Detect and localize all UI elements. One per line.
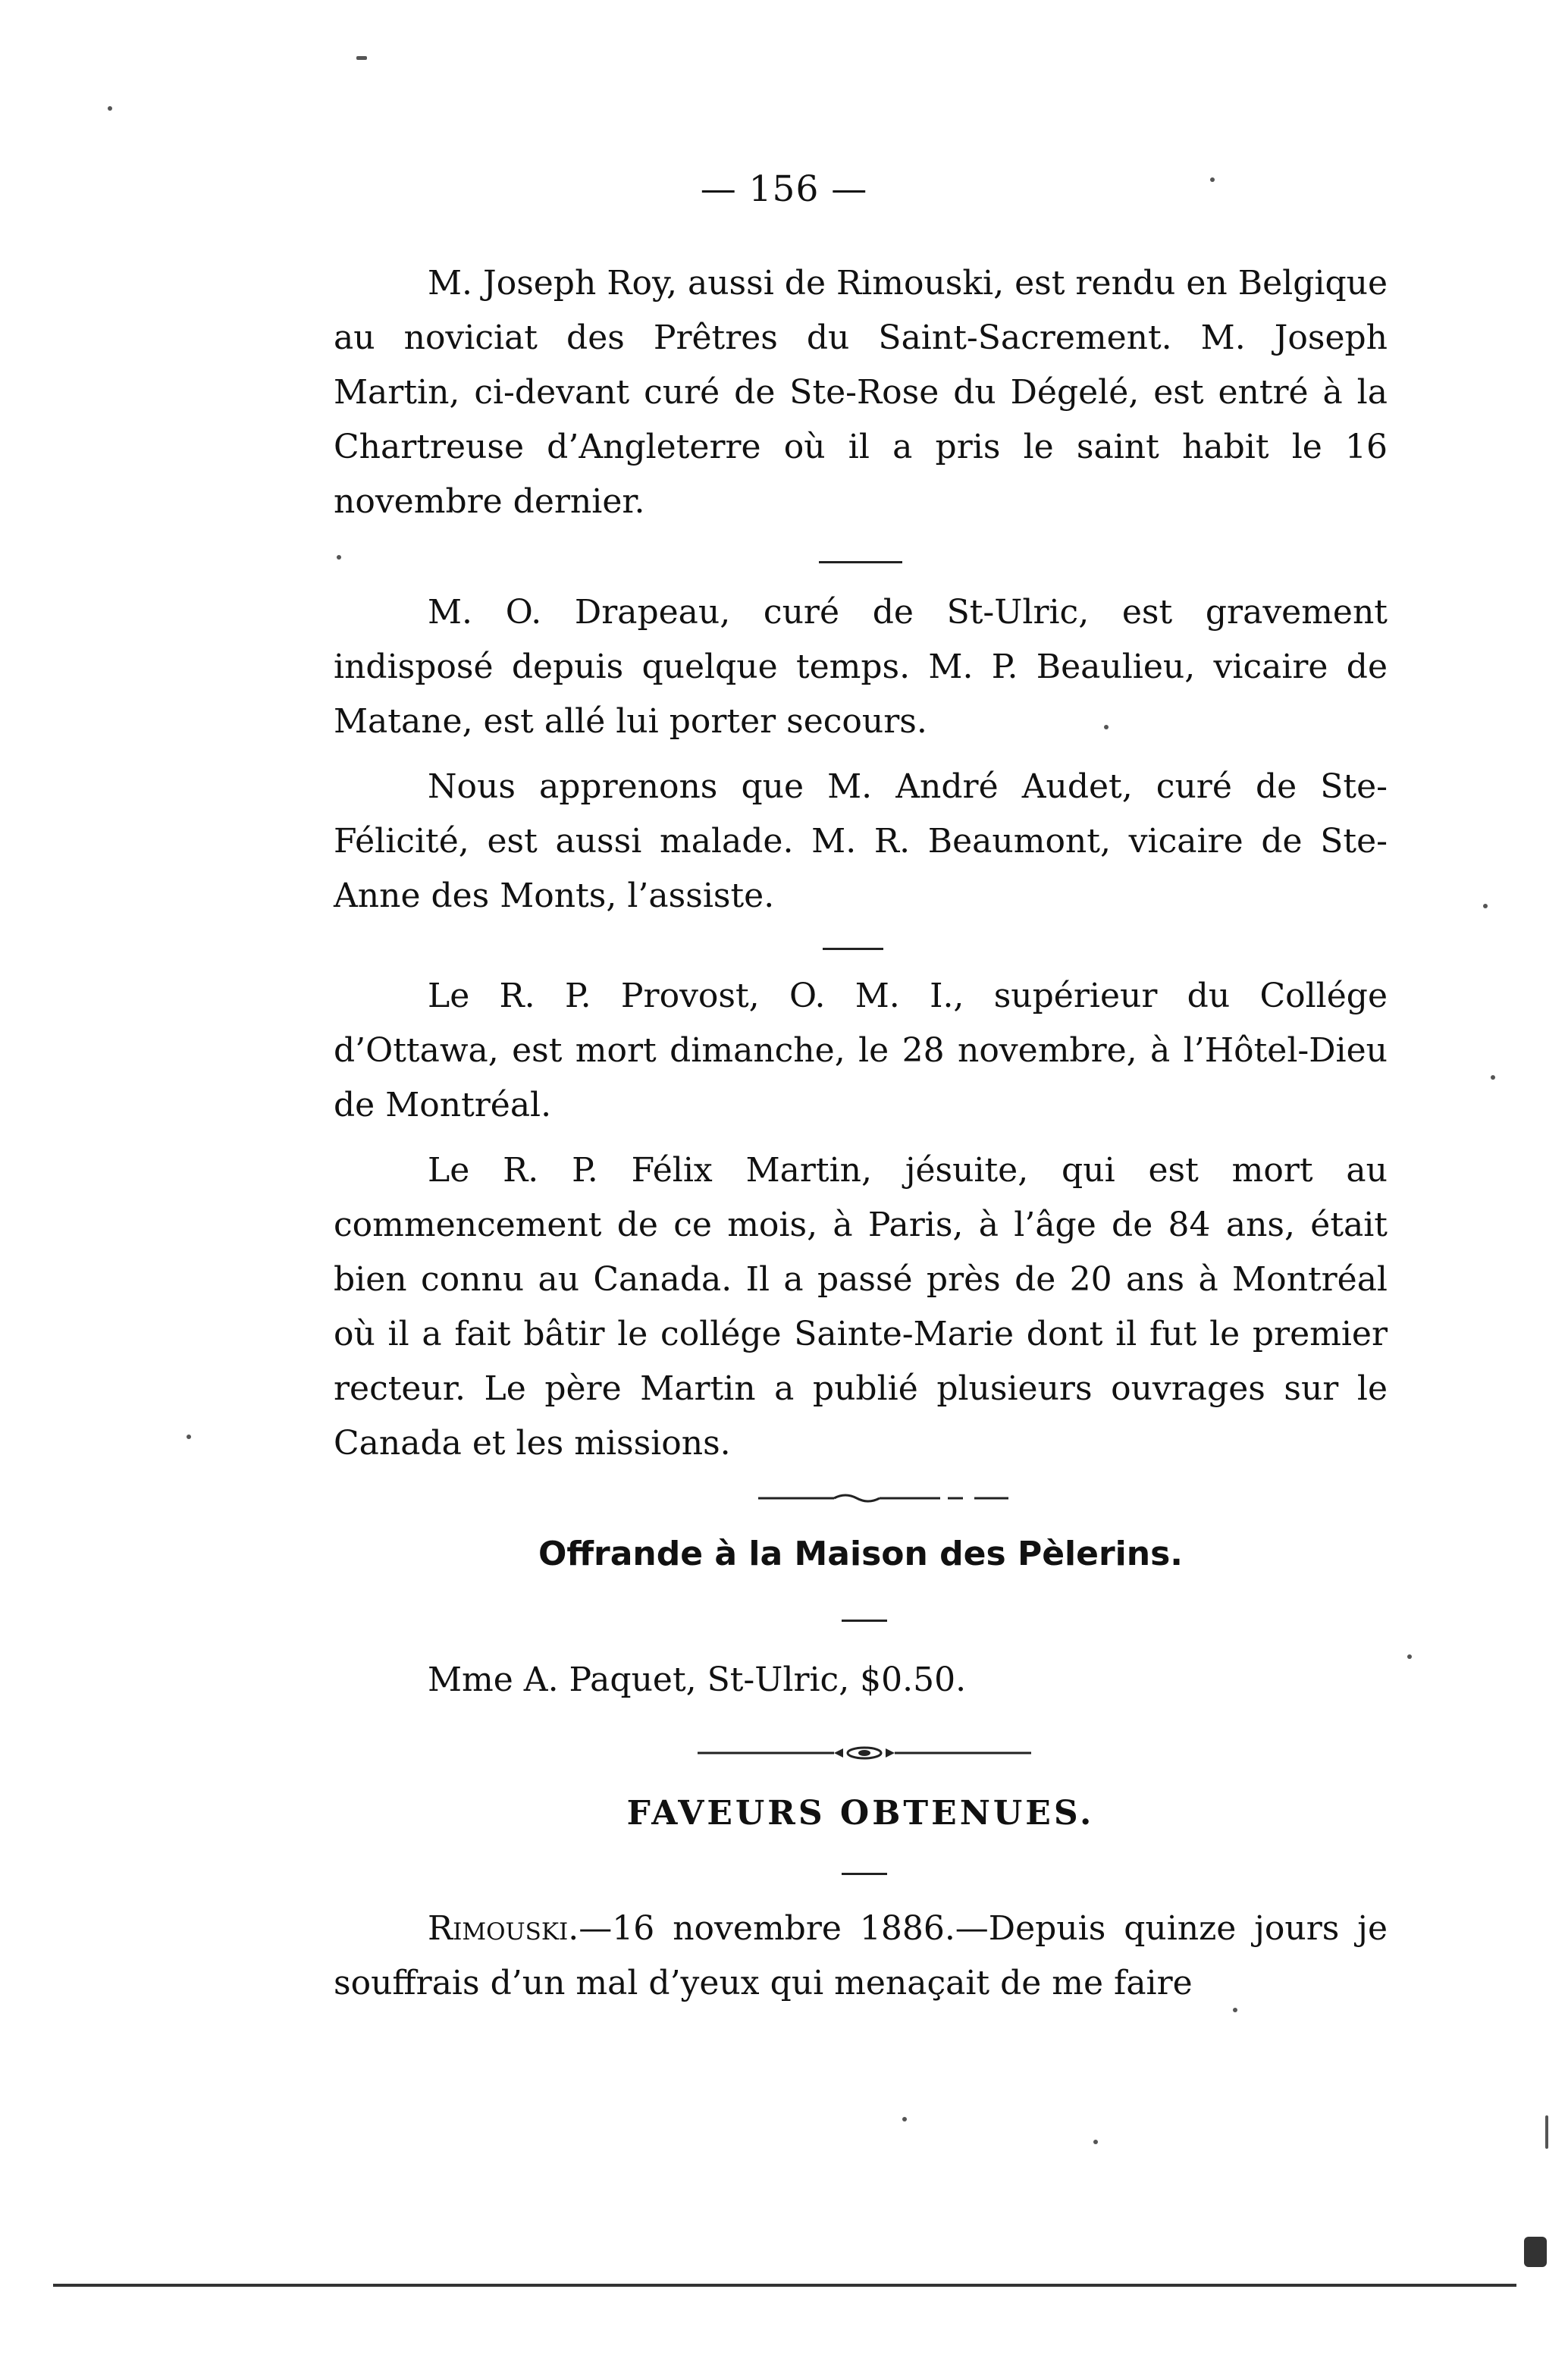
scan-speck <box>1233 2008 1237 2012</box>
scan-speck <box>337 555 341 560</box>
scan-speck <box>1524 2237 1547 2267</box>
favours-text: —16 novembre 1886.—Depuis quinze jours je souffrais d’un mal d’yeux qui menaçait de me faire <box>334 1909 1388 2002</box>
paragraph-audet: Nous apprenons que M. André Audet, curé de Ste-Félicité, est aussi malade. M. R. Beaumont, vicaire de Ste-Anne des Monts, l’assiste. <box>334 767 1388 915</box>
bottom-rule <box>53 2284 1516 2287</box>
paragraph-drapeau: M. O. Drapeau, curé de St-Ulric, est gravement indisposé depuis quelque temps. M. P. Beaulieu, vicaire de Matane, est allé lui porter secours. <box>334 593 1388 741</box>
separator-rule <box>823 948 883 950</box>
page-number: — 156 — <box>700 168 868 210</box>
scan-speck <box>356 56 367 60</box>
scan-speck <box>1545 2115 1548 2149</box>
offering-heading: Offrande à la Maison des Pèlerins. <box>538 1535 1183 1573</box>
offering-entry: Mme A. Paquet, St-Ulric, $0.50. <box>428 1660 967 1699</box>
scan-speck <box>1483 904 1488 908</box>
decorative-divider <box>698 1745 1031 1761</box>
scan-speck <box>1104 725 1109 729</box>
scan-speck <box>187 1435 191 1439</box>
scan-speck <box>1093 2140 1098 2144</box>
wavy-ornament-rule <box>758 1491 1008 1506</box>
scan-speck <box>1210 177 1215 182</box>
separator-rule <box>819 561 902 563</box>
scan-speck <box>1407 1654 1412 1659</box>
favours-testimony <box>334 1902 1388 2011</box>
text-column <box>334 0 1388 2355</box>
scan-speck <box>902 2117 907 2121</box>
paragraph-provost: Le R. P. Provost, O. M. I., supérieur du Collége d’Ottawa, est mort dimanche, le 28 novembre, à l’Hôtel-Dieu de Montréal. <box>334 977 1388 1124</box>
paragraph-felix-martin: Le R. P. Félix Martin, jésuite, qui est mort au commencement de ce mois, à Paris, à l’âge de 84 ans, était bien connu au Canada. Il a passé près de 20 ans à Montréal où il a fait bâtir le collége Sainte-Marie dont il fut le premier recteur. Le père Martin a publié plusieurs ouvrages sur le Canada et les missions. <box>334 1151 1388 1463</box>
separator-rule <box>842 1873 887 1875</box>
scan-speck <box>1491 1075 1495 1080</box>
separator-rule <box>842 1620 887 1622</box>
favours-place: Rimouski. <box>428 1909 579 1948</box>
scan-speck <box>108 106 112 111</box>
favours-heading: FAVEURS OBTENUES. <box>626 1794 1095 1833</box>
paragraph-roy-martin: M. Joseph Roy, aussi de Rimouski, est rendu en Belgique au noviciat des Prêtres du Saint-Sacrement. M. Joseph Martin, ci-devant curé de Ste-Rose du Dégelé, est entré à la Chartreuse d’Angleterre où il a pris le saint habit le 16 novembre dernier. <box>334 264 1388 521</box>
